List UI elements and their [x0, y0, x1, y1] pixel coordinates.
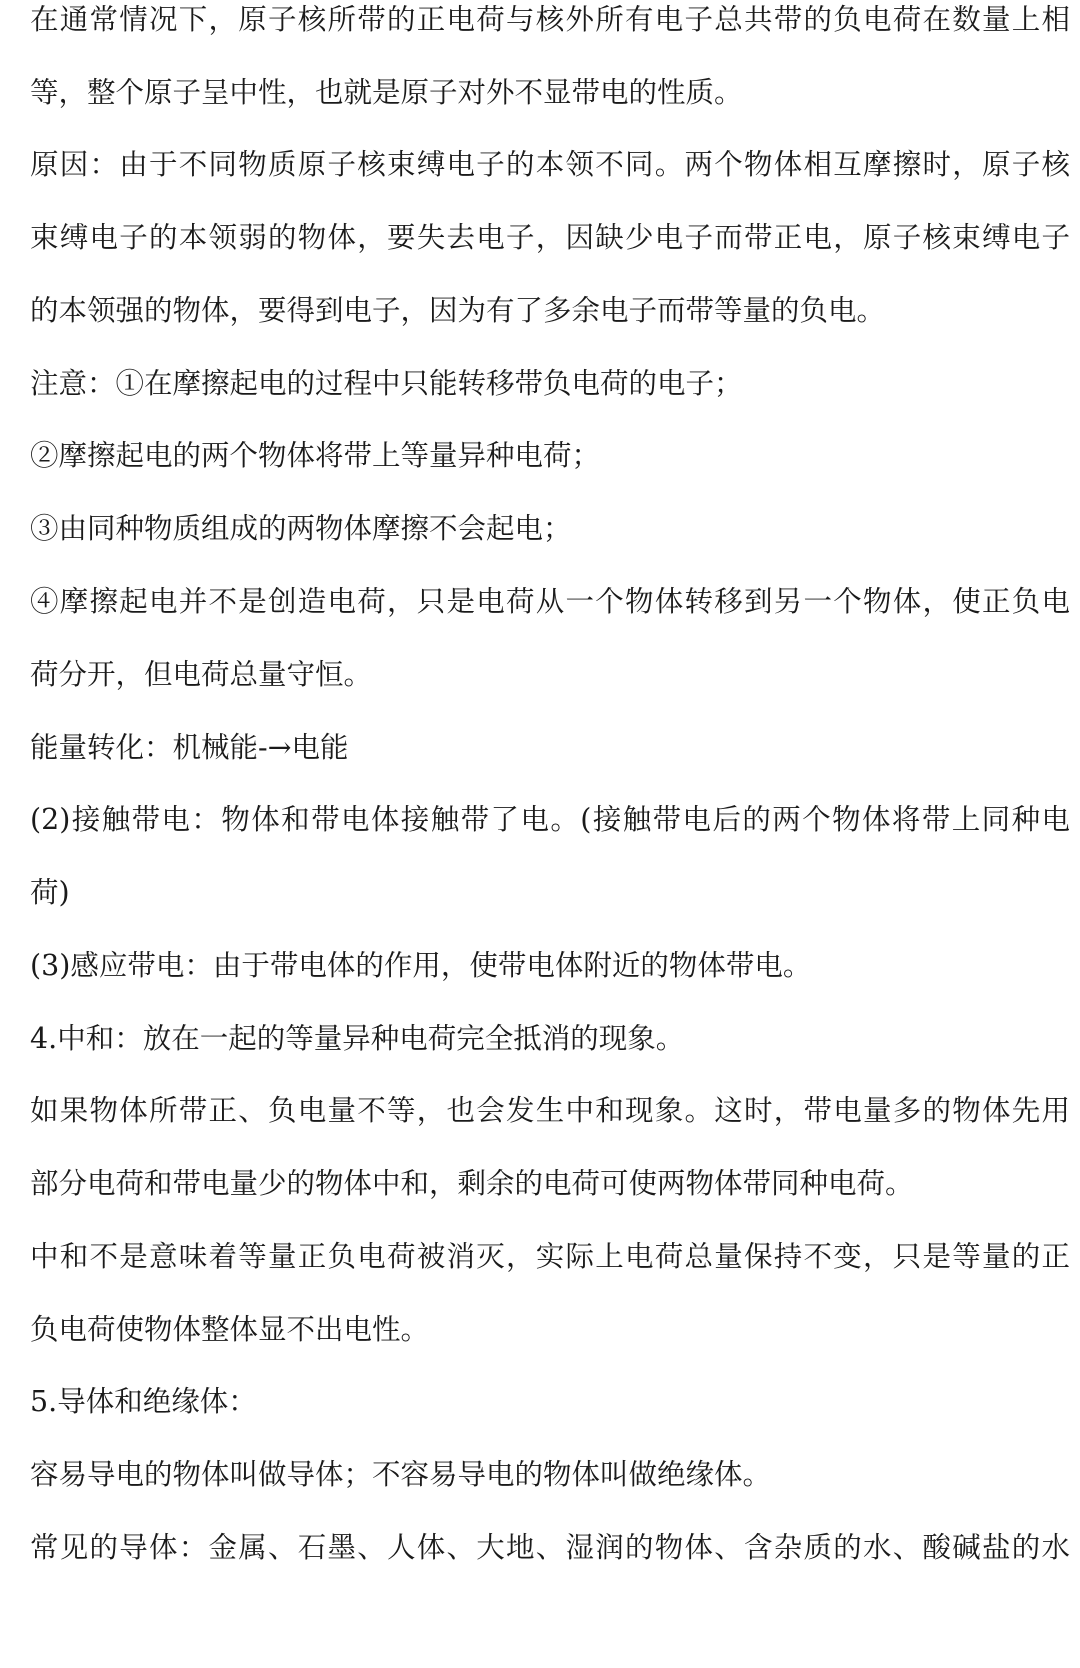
text-line: ③由同种物质组成的两物体摩擦不会起电； — [30, 512, 572, 545]
text-line: 在通常情况下，原子核所带的正电荷与核外所有电子总共带的负电荷在数量上相 — [30, 3, 1070, 36]
text-line: ②摩擦起电的两个物体将带上等量异种电荷； — [30, 439, 601, 472]
text-line: 的本领强的物体，要得到电子，因为有了多余电子而带等量的负电。 — [30, 294, 886, 327]
text-line: 4.中和：放在一起的等量异种电荷完全抵消的现象。 — [30, 1022, 685, 1055]
text-line: 能量转化：机械能-→电能 — [30, 731, 349, 764]
text-line: 束缚电子的本领弱的物体，要失去电子，因缺少电子而带正电，原子核束缚电子 — [30, 221, 1070, 254]
text-line: 荷分开，但电荷总量守恒。 — [30, 658, 373, 691]
text-line: 负电荷使物体整体显不出电性。 — [30, 1313, 430, 1346]
text-line: 如果物体所带正、负电量不等，也会发生中和现象。这时，带电量多的物体先用 — [30, 1094, 1070, 1127]
text-line: (2)接触带电：物体和带电体接触带了电。(接触带电后的两个物体将带上同种电 — [30, 803, 1070, 836]
text-line: 荷) — [30, 876, 70, 909]
text-line: 等，整个原子呈中性，也就是原子对外不显带电的性质。 — [30, 76, 743, 109]
text-line: 常见的导体：金属、石墨、人体、大地、湿润的物体、含杂质的水、酸碱盐的水 — [30, 1531, 1070, 1564]
text-line: 部分电荷和带电量少的物体中和，剩余的电荷可使两物体带同种电荷。 — [30, 1167, 914, 1200]
text-line: 原因：由于不同物质原子核束缚电子的本领不同。两个物体相互摩擦时，原子核 — [30, 148, 1070, 181]
text-line: (3)感应带电：由于带电体的作用，使带电体附近的物体带电。 — [30, 949, 812, 982]
text-line: 容易导电的物体叫做导体；不容易导电的物体叫做绝缘体。 — [30, 1458, 772, 1491]
text-line: 5.导体和绝缘体： — [30, 1385, 257, 1418]
text-line: 中和不是意味着等量正负电荷被消灭，实际上电荷总量保持不变，只是等量的正 — [30, 1240, 1070, 1273]
text-line: 注意：①在摩擦起电的过程中只能转移带负电荷的电子； — [30, 367, 743, 400]
text-line: ④摩擦起电并不是创造电荷，只是电荷从一个物体转移到另一个物体，使正负电 — [30, 585, 1070, 618]
